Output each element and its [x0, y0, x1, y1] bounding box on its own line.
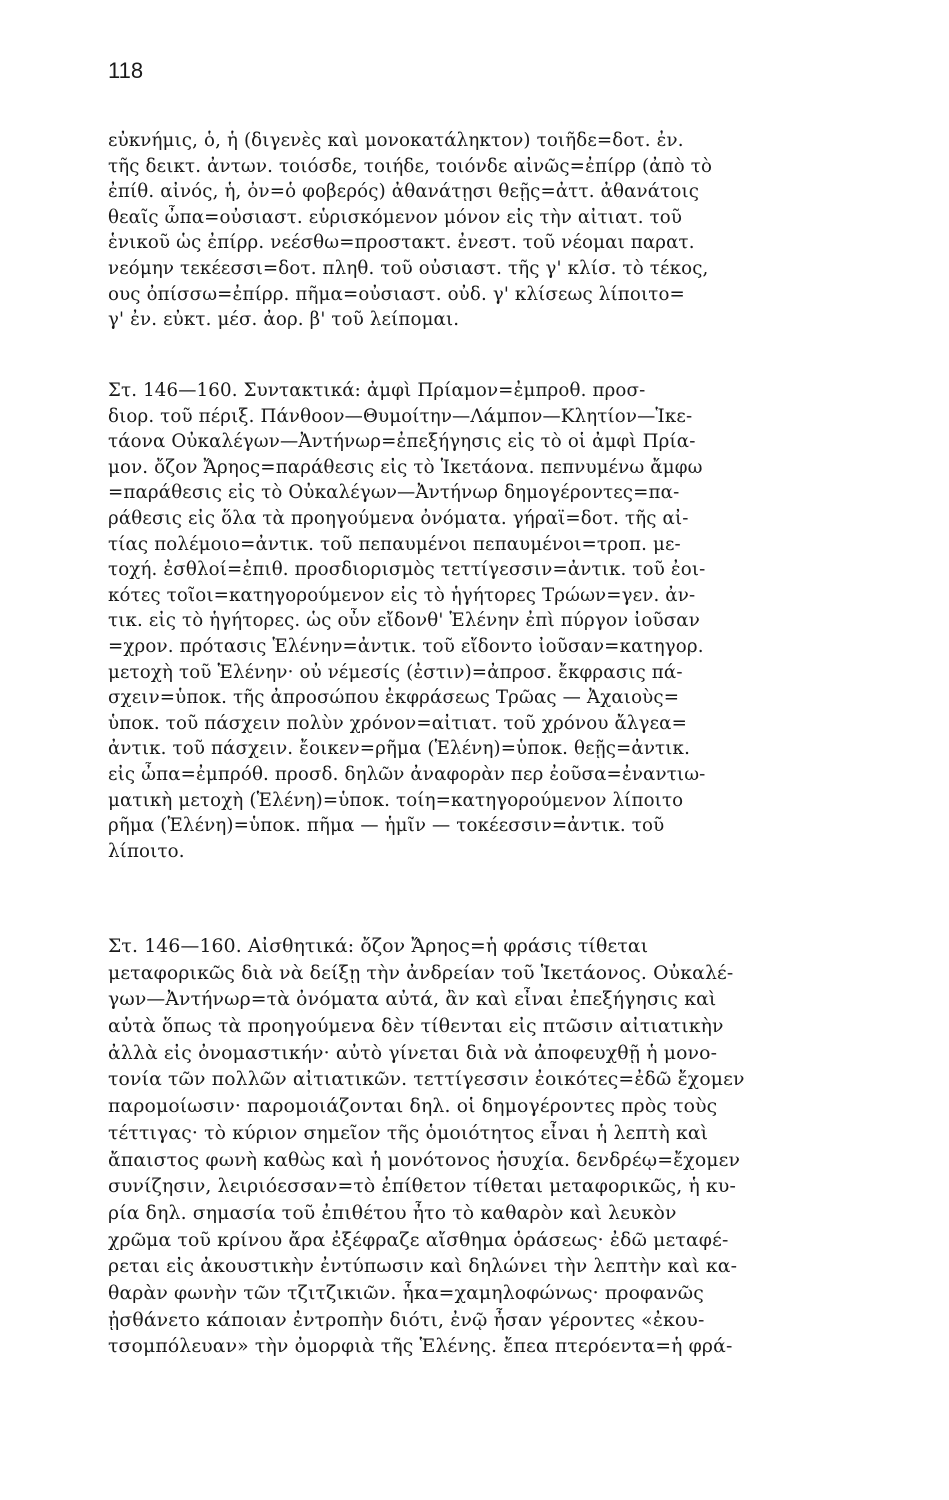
text-line: ἑνικοῦ ὡς ἐπίρρ. νεέσθω=προστακτ. ἐνεστ. τοῦ νέομαι παρατ. — [108, 232, 695, 254]
text-line: Στ. 146—160. Συντακτικά: ἀμφὶ Πρίαμον=ἐμπροθ. προσ- — [108, 380, 646, 401]
text-line: ἀντικ. τοῦ πάσχειν. ἔοικεν=ρῆμα (Ἑλένη)=ὑποκ. θεῇς=ἀντικ. — [108, 738, 690, 760]
text-line: ράθεσις εἰς ὅλα τὰ προηγούμενα ὀνόματα. γήραϊ=δοτ. τῆς αἰ- — [108, 507, 689, 529]
text-line: σχειν=ὑποκ. τῆς ἀπροσώπου ἐκφράσεως Τρῶας — Ἀχαιοὺς= — [108, 687, 680, 709]
text-line: λίποιτο. — [108, 840, 185, 862]
text-line: =χρον. πρότασις Ἑλένην=ἀντικ. τοῦ εἴδοντο ἰοῦσαν=κατηγορ. — [108, 635, 704, 657]
text-line: τῆς δεικτ. ἀντων. τοιόσδε, τοιήδε, τοιόνδε αἰνῶς=ἐπίρρ (ἀπὸ τὸ — [108, 155, 713, 177]
text-line: ἀλλὰ εἰς ὀνομαστικήν· αὐτὸ γίνεται διὰ νὰ ἀποφευχθῇ ἡ μονο- — [108, 1042, 718, 1064]
text-line: τονία τῶν πολλῶν αἰτιατικῶν. τεττίγεσσιν ἐοικότες=ἐδῶ ἔχομεν — [108, 1069, 745, 1091]
text-line: διορ. τοῦ πέριξ. Πάνθοον—Θυμοίτην—Λάμπον—Κλητίον—Ἱκε- — [108, 405, 693, 427]
text-line: ἐπίθ. αἰνός, ἡ, ὀν=ὁ φοβερός) ἀθανάτῃσι θεῇς=ἀττ. ἀθανάτοις — [108, 181, 700, 203]
text-line: συνίζησιν, λειριόεσσαν=τὸ ἐπίθετον τίθεται μεταφορικῶς, ἡ κυ- — [108, 1176, 736, 1198]
text-line: νεόμην τεκέεσσι=δοτ. πληθ. τοῦ οὐσιαστ. τῆς γ' κλίσ. τὸ τέκος, — [108, 257, 709, 279]
text-line: γ' ἐν. εὐκτ. μέσ. ἀορ. β' τοῦ λείπομαι. — [108, 309, 460, 331]
text-line: τίας πολέμοιο=ἀντικ. τοῦ πεπαυμένοι πεπαυμένοι=τροπ. με- — [108, 533, 681, 555]
text-line: ρεται εἰς ἀκουστικὴν ἐντύπωσιν καὶ δηλώνει τὴν λεπτὴν καὶ κα- — [108, 1256, 738, 1278]
text-line: χρῶμα τοῦ κρίνου ἄρα ἐξέφραζε αἴσθημα ὁράσεως· ἐδῶ μεταφέ- — [108, 1229, 729, 1251]
text-line: ᾐσθάνετο κάποιαν ἐντροπὴν διότι, ἐνῷ ἦσαν γέροντες «ἐκου- — [108, 1309, 705, 1331]
text-line: τάονα Οὐκαλέγων—Ἀντήνωρ=ἐπεξήγησις εἰς τὸ οἱ ἀμφὶ Πρία- — [108, 431, 696, 453]
text-line: Στ. 146—160. Αἰσθητικά: ὄζον Ἄρηος=ἡ φράσις τίθεται — [108, 936, 649, 957]
text-line: παρομοίωσιν· παρομοιάζονται δηλ. οἱ δημογέροντες πρὸς τοὺς — [108, 1096, 718, 1118]
paragraph-aesthetics — [108, 934, 908, 1361]
text-line: τικ. εἰς τὸ ἡγήτορες. ὡς οὖν εἴδονθ' Ἑλένην ἐπὶ πύργον ἰοῦσαν — [108, 610, 700, 632]
text-line: γων—Ἀντήνωρ=τὰ ὀνόματα αὐτά, ἂν καὶ εἶναι ἐπεξήγησις καὶ — [108, 989, 717, 1011]
text-line: τέττιγας· τὸ κύριον σημεῖον τῆς ὁμοιότητος εἶναι ἡ λεπτὴ καὶ — [108, 1122, 709, 1144]
text-line: ρῆμα (Ἑλένη)=ὑποκ. πῆμα — ἡμῖν — τοκέεσσιν=ἀντικ. τοῦ — [108, 815, 665, 837]
paragraph-syntax — [108, 378, 908, 864]
text-line: ους ὀπίσσω=ἐπίρρ. πῆμα=οὐσιαστ. οὐδ. γ' κλίσεως λίποιτο= — [108, 283, 685, 305]
text-line: εὐκνήμις, ὁ, ἡ (διγενὲς καὶ μονοκατάληκτον) τοιῆδε=δοτ. ἐν. — [108, 130, 684, 151]
text-line: ἄπαιστος φωνὴ καθὼς καὶ ἡ μονότονος ἡσυχία. δενδρέῳ=ἔχομεν — [108, 1149, 741, 1171]
text-line: =παράθεσις εἰς τὸ Οὐκαλέγων—Ἀντήνωρ δημογέροντες=πα- — [108, 482, 680, 504]
text-line: ματικὴ μετοχὴ (Ἑλένη)=ὑποκ. τοίη=κατηγορούμενον λίποιτο — [108, 789, 684, 811]
paragraph-vocabulary — [108, 128, 908, 333]
text-line: αὐτὰ ὅπως τὰ προηγούμενα δὲν τίθενται εἰς πτῶσιν αἰτιατικὴν — [108, 1016, 724, 1038]
page-number: 118 — [108, 58, 144, 83]
text-line: εἰς ὦπα=ἐμπρόθ. προσδ. δηλῶν ἀναφορὰν περ ἐοῦσα=ἐναντιω- — [108, 763, 706, 785]
text-line: κότες τοῖοι=κατηγορούμενον εἰς τὸ ἡγήτορες Τρώων=γεν. ἀν- — [108, 584, 696, 606]
text-line: μον. ὄζον Ἄρηος=παράθεσις εἰς τὸ Ἱκετάονα. πεπνυμένω ἄμφω — [108, 456, 703, 478]
text-line: θεαῖς ὦπα=οὐσιαστ. εὑρισκόμενον μόνον εἰς τὴν αἰτιατ. τοῦ — [108, 206, 683, 228]
text-line: τσομπόλευαν» τὴν ὀμορφιὰ τῆς Ἑλένης. ἔπεα πτερόεντα=ἡ φρά- — [108, 1336, 733, 1358]
text-line: τοχή. ἐσθλοί=ἐπιθ. προσδιορισμὸς τεττίγεσσιν=ἀντικ. τοῦ ἐοι- — [108, 559, 706, 581]
text-line: θαρὰν φωνὴν τῶν τζιτζικιῶν. ἧκα=χαμηλοφώνως· προφανῶς — [108, 1282, 704, 1304]
text-line: μετοχὴ τοῦ Ἑλένην· οὐ νέμεσίς (ἐστιν)=ἀπροσ. ἔκφρασις πά- — [108, 661, 683, 683]
text-line: μεταφορικῶς διὰ νὰ δείξῃ τὴν ἀνδρείαν τοῦ Ἱκετάονος. Οὐκαλέ- — [108, 962, 734, 984]
text-line: ὑποκ. τοῦ πάσχειν πολὺν χρόνον=αἰτιατ. τοῦ χρόνου ἄλγεα= — [108, 712, 687, 734]
text-line: ρία δηλ. σημασία τοῦ ἐπιθέτου ἦτο τὸ καθαρὸν καὶ λευκὸν — [108, 1202, 677, 1224]
